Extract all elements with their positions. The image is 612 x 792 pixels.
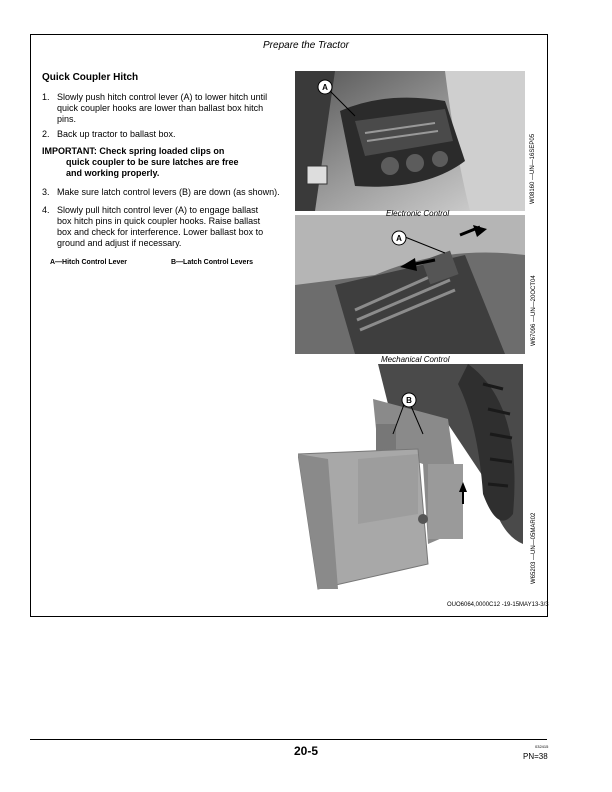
important-line-2: quick coupler to be sure latches are free: [66, 157, 239, 167]
step-4-line-2: box hitch pins in quick coupler hooks. Raise ballast: [57, 216, 261, 226]
figure-1-photo: [295, 71, 525, 211]
footer-small-code: 032415: [535, 744, 549, 749]
step-3-number: 3.: [42, 187, 50, 197]
page-pn: PN=38: [523, 752, 548, 761]
important-line-1: IMPORTANT: Check spring loaded clips on: [42, 146, 225, 156]
step-4-number: 4.: [42, 205, 50, 215]
section-title: Quick Coupler Hitch: [42, 72, 139, 83]
figure-3-id: W65203 —UN—05MAR02: [531, 512, 537, 584]
figure-3-label: Mechanical Control: [381, 355, 450, 364]
step-1-line-1: Slowly push hitch control lever (A) to lower hitch until: [57, 92, 268, 102]
caption-b: B—Latch Control Levers: [171, 259, 254, 266]
figure-3-callout: B: [406, 396, 412, 405]
step-1-line-3: pins.: [57, 114, 77, 124]
step-4-line-1: Slowly pull hitch control lever (A) to engage ballast: [57, 205, 259, 215]
step-4-line-4: ground and adjust if necessary.: [57, 238, 182, 248]
figure-1-id: W08160 —UN—16SEP05: [530, 133, 536, 204]
caption-a: A—Hitch Control Lever: [50, 259, 128, 266]
step-1-number: 1.: [42, 92, 50, 102]
figure-2-callout: A: [396, 234, 402, 243]
page-number: 20-5: [293, 744, 319, 758]
step-2-number: 2.: [42, 129, 50, 139]
header-title: Prepare the Tractor: [263, 40, 349, 51]
figure-2-label: Electronic Control: [386, 209, 450, 218]
important-line-3: and working properly.: [66, 168, 160, 178]
step-3-line-1: Make sure latch control levers (B) are down (as shown).: [57, 187, 280, 197]
step-2-line-1: Back up tractor to ballast box.: [57, 129, 176, 139]
figure-2-photo: [295, 215, 525, 354]
figure-3-photo: [298, 364, 523, 592]
step-4-line-3: box and check for interference. Lower ballast box to: [57, 227, 264, 237]
footer-rule: [30, 739, 547, 740]
document-reference: OUO6064,0000C12 -19-15MAY13-3/3: [447, 602, 549, 608]
figure-1-callout: A: [322, 83, 328, 92]
figure-2-id: W67096 —UN—20OCT04: [531, 275, 537, 346]
step-1-line-2: quick coupler hooks are lower than ballast box hitch: [57, 103, 264, 113]
